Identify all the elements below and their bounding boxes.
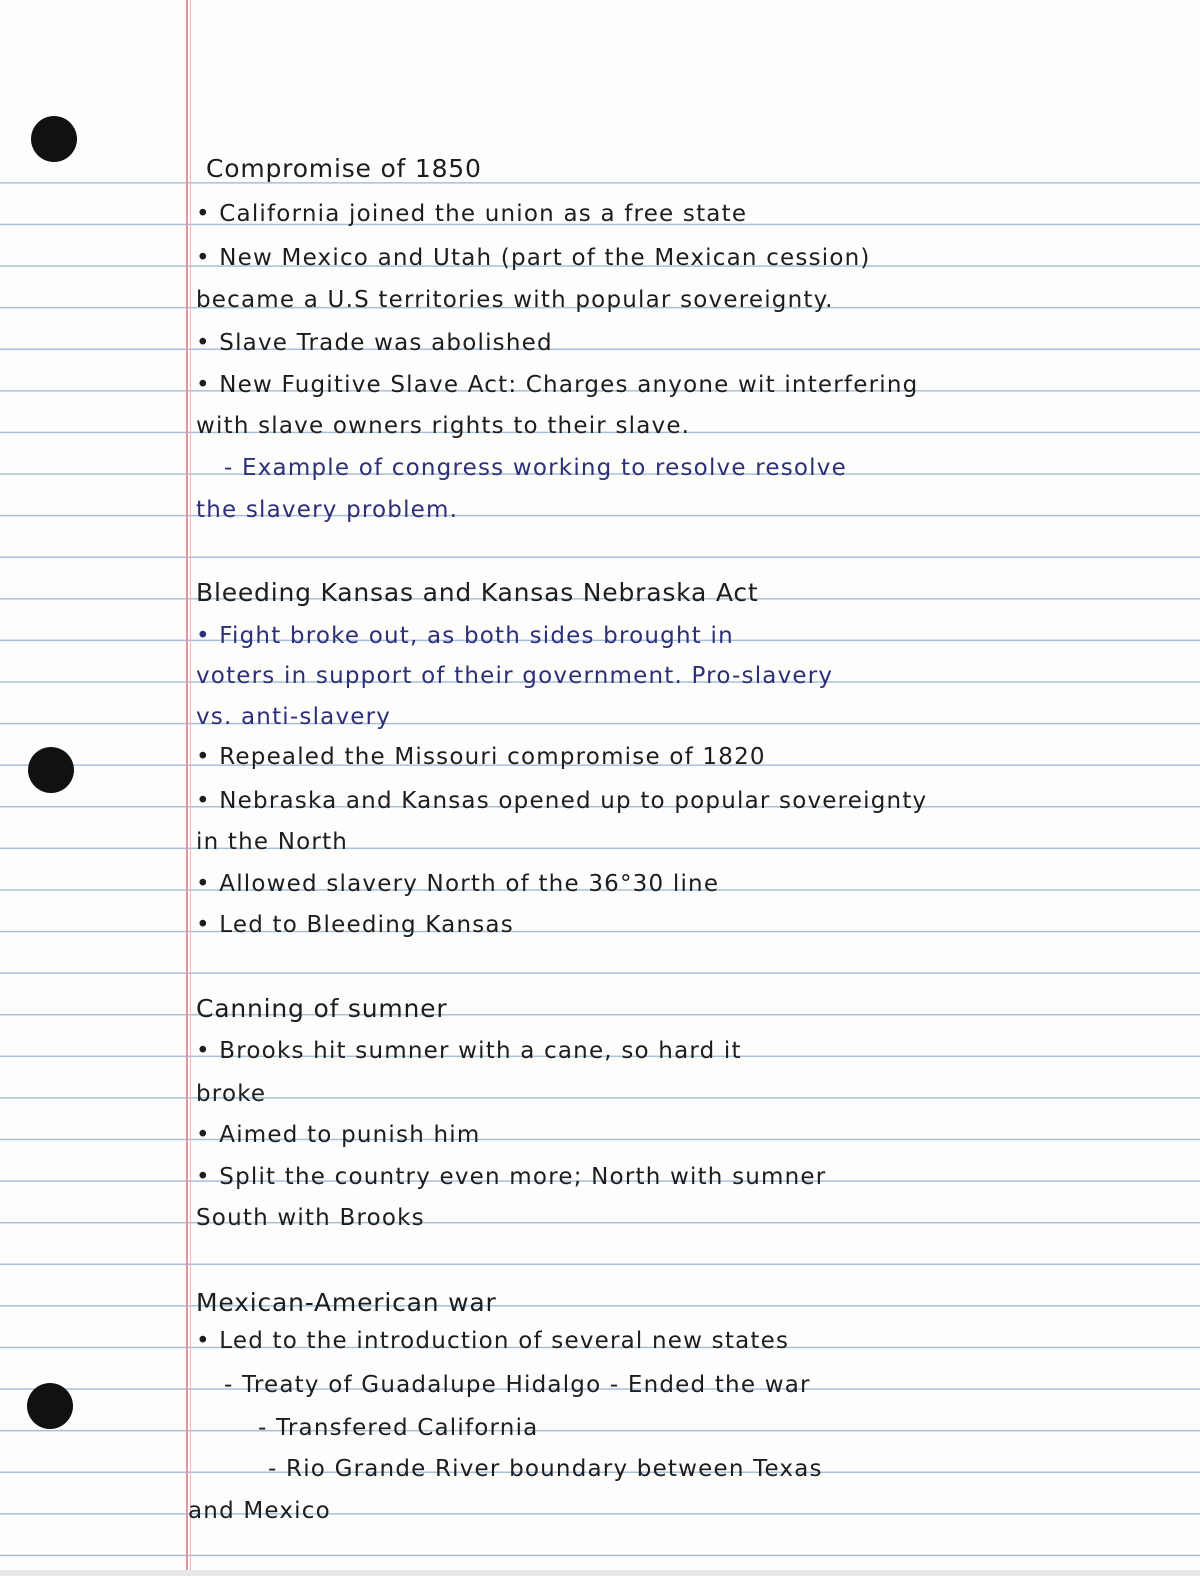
note-line: - Rio Grande River boundary between Texas <box>268 1456 823 1482</box>
note-line: • Slave Trade was abolished <box>196 330 553 356</box>
note-line: • Aimed to punish him <box>196 1122 481 1148</box>
note-line: with slave owners rights to their slave. <box>196 413 691 439</box>
note-line: in the North <box>196 829 349 855</box>
section-heading: Mexican-American war <box>196 1288 497 1317</box>
note-line: - Example of congress working to resolve resolve <box>224 455 847 481</box>
note-line: • New Fugitive Slave Act: Charges anyone wit interfering <box>196 372 919 398</box>
note-line: and Mexico <box>188 1498 331 1524</box>
note-line: • Allowed slavery North of the 36°30 line <box>196 871 720 897</box>
note-line: • Led to Bleeding Kansas <box>196 912 514 938</box>
top-blank-area <box>0 0 1200 175</box>
note-line: voters in support of their government. Pro-slavery <box>196 663 834 689</box>
binder-hole-bottom <box>27 1383 73 1429</box>
note-line: • Led to the introduction of several new states <box>196 1328 790 1354</box>
margin-line <box>186 0 188 1576</box>
note-line: South with Brooks <box>196 1205 425 1231</box>
note-line: • Nebraska and Kansas opened up to popular sovereignty <box>196 788 928 814</box>
section-heading: Compromise of 1850 <box>206 154 482 183</box>
note-line: became a U.S territories with popular sovereignty. <box>196 287 834 313</box>
note-line: • Split the country even more; North with sumner <box>196 1164 827 1190</box>
note-line: vs. anti-slavery <box>196 704 392 730</box>
margin-line-inner <box>190 0 191 1576</box>
note-line: • California joined the union as a free state <box>196 201 748 227</box>
note-line: • Fight broke out, as both sides brought in <box>196 623 734 649</box>
page-bottom-edge <box>0 1570 1200 1576</box>
binder-hole-top <box>31 116 77 162</box>
note-line: broke <box>196 1081 267 1107</box>
note-line: • New Mexico and Utah (part of the Mexican cession) <box>196 245 871 271</box>
note-line: • Brooks hit sumner with a cane, so hard it <box>196 1038 742 1064</box>
note-line: - Transfered California <box>258 1415 539 1441</box>
binder-hole-middle <box>28 747 74 793</box>
section-heading: Canning of sumner <box>196 994 448 1023</box>
note-line: • Repealed the Missouri compromise of 1820 <box>196 744 766 770</box>
note-line: - Treaty of Guadalupe Hidalgo - Ended the war <box>224 1372 811 1398</box>
section-heading: Bleeding Kansas and Kansas Nebraska Act <box>196 578 759 607</box>
note-line: the slavery problem. <box>196 497 459 523</box>
